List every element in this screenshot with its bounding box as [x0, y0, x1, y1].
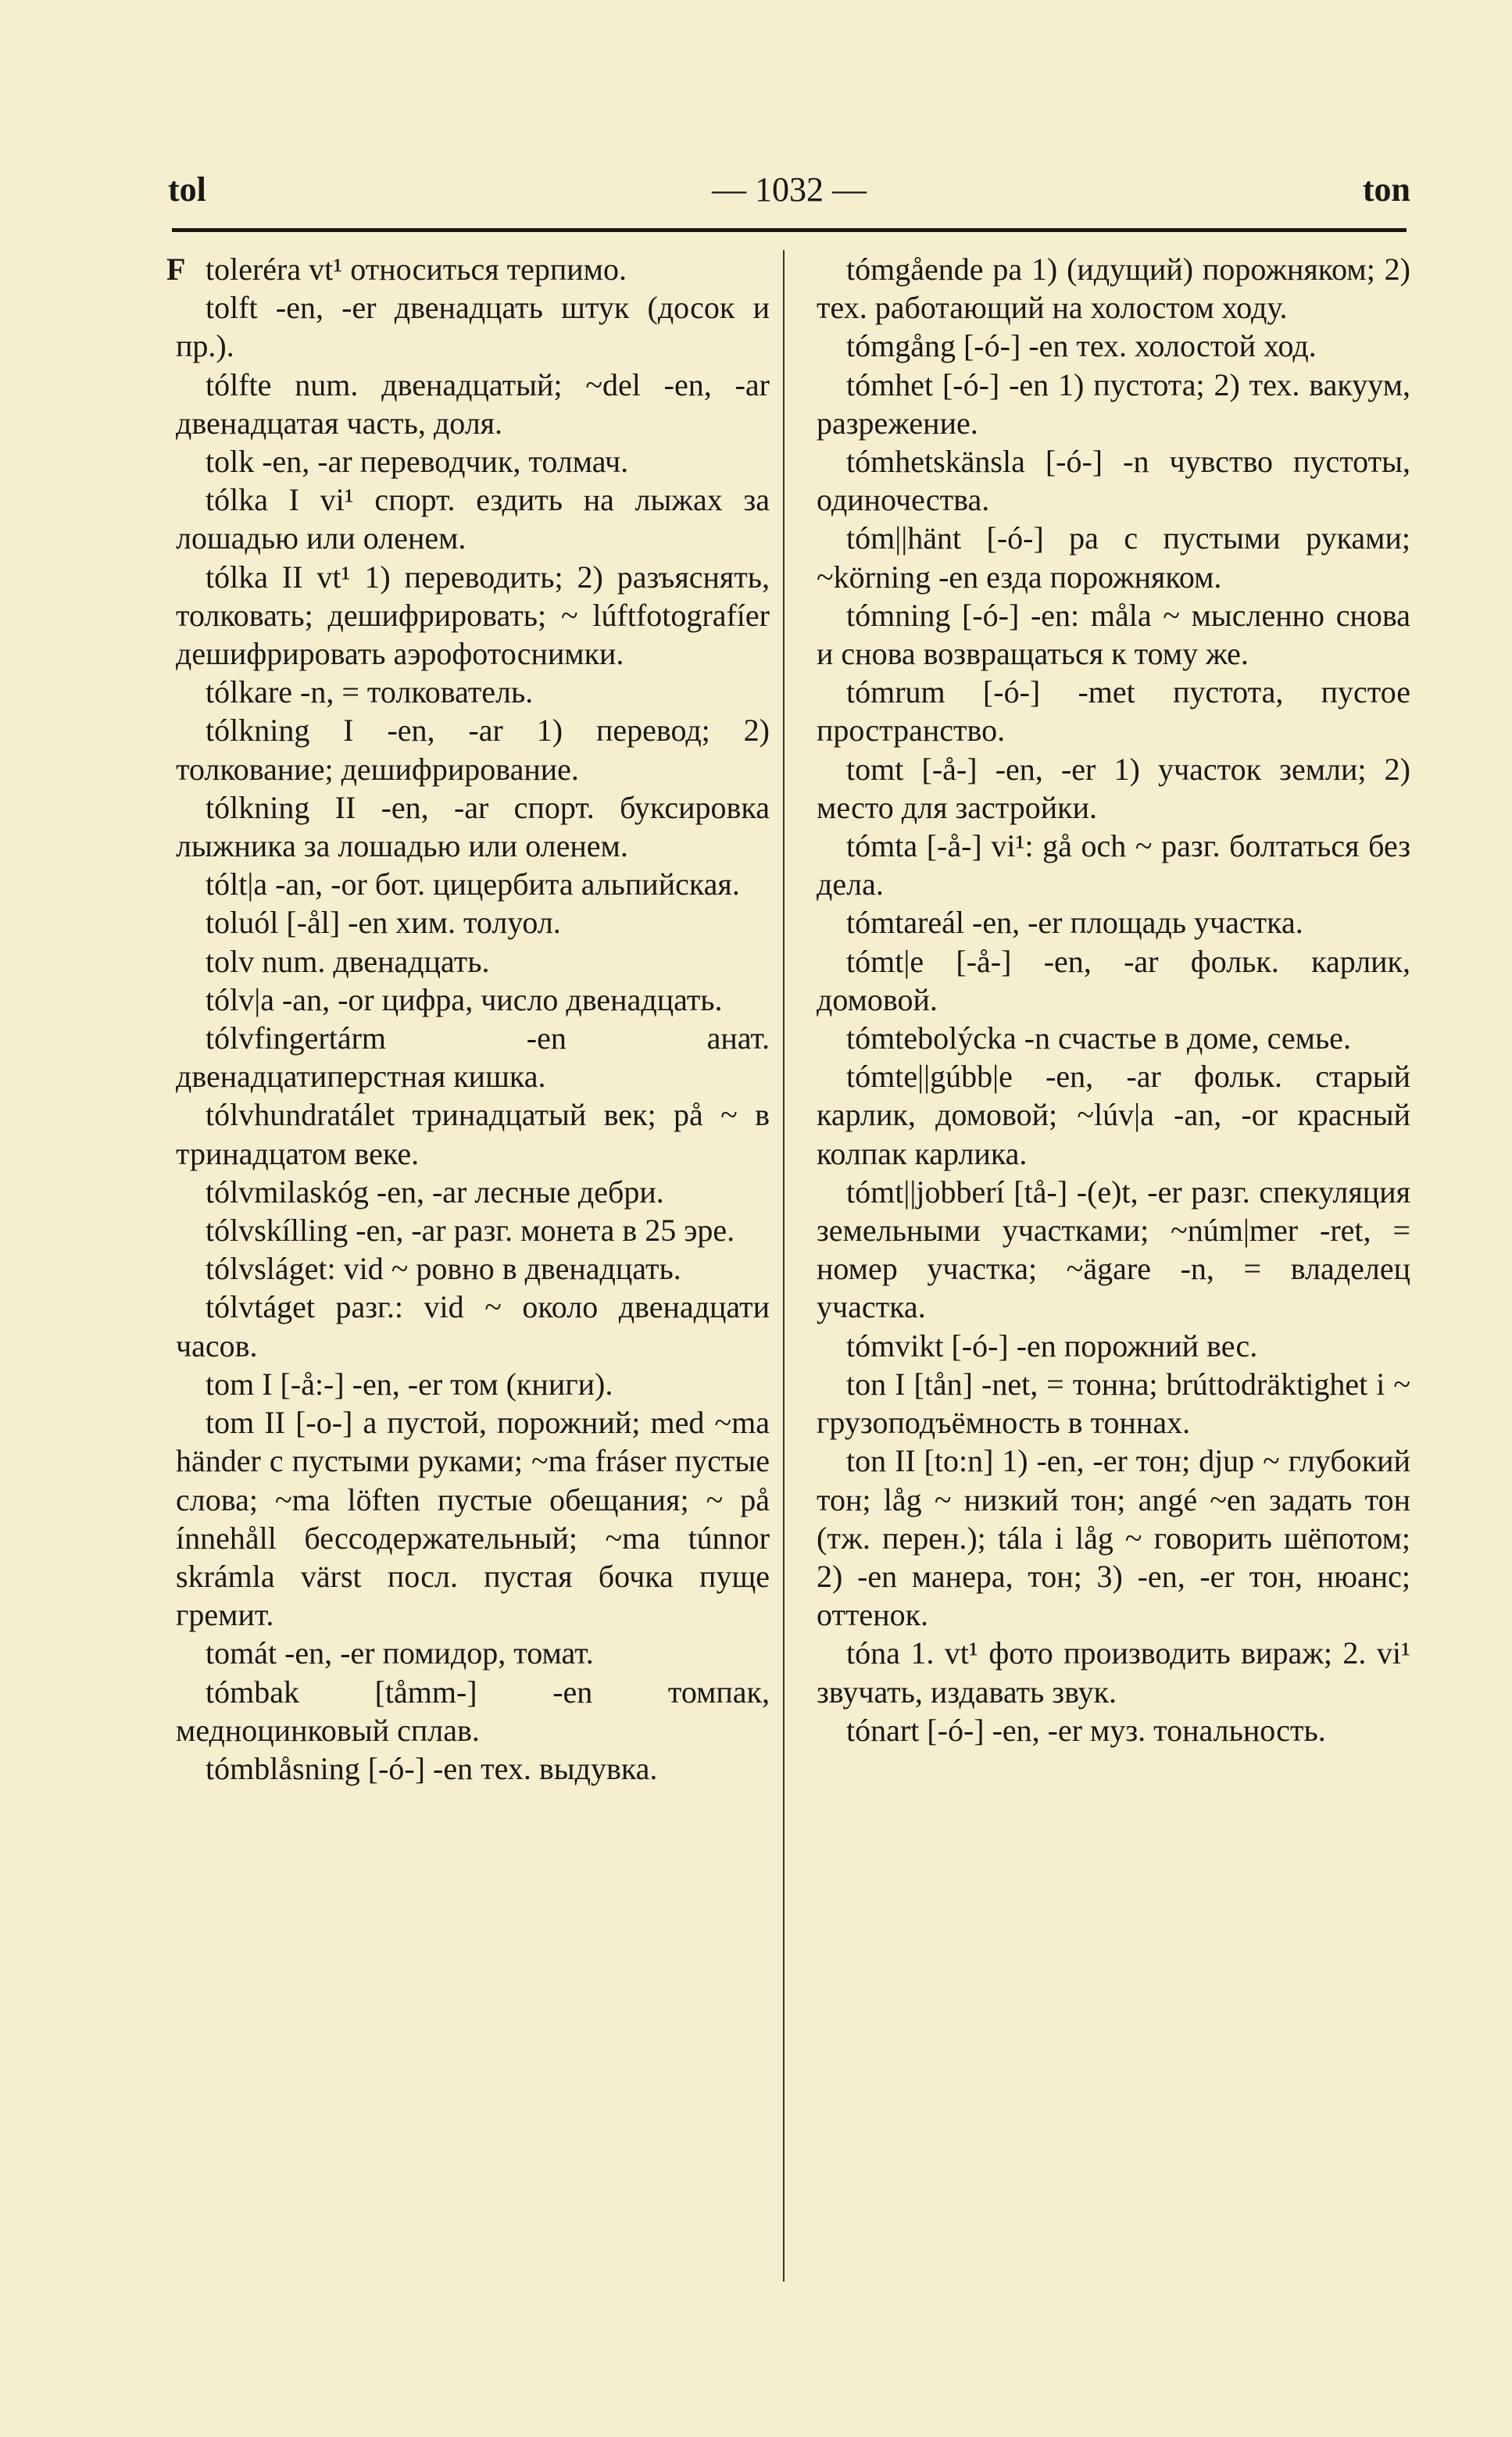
dictionary-entry: tom I [-å:-] -en, -er том (книги). — [206, 1366, 613, 1402]
running-head — [168, 163, 1410, 217]
dictionary-entry: tólfte num. двенадцатый; ~del -en, -ar двенадцатая часть, доля. — [176, 366, 770, 441]
dictionary-entry: tómta [-å-] vi¹: gå och ~ разг. болтаться без дела. — [817, 828, 1410, 902]
dictionary-entry: tólka I vi¹ спорт. ездить на лыжах за лошадью или оленем. — [176, 482, 770, 556]
dictionary-entry: tólvtáget разг.: vid ~ около двенадцати часов. — [176, 1289, 770, 1363]
dictionary-entry: tómt||jobberí [tå-] -(e)t, -er разг. спекуляция земельными участками; ~núm|mer -ret, = номер участка; ~ägare -n, = владелец участка. — [817, 1174, 1410, 1325]
dictionary-entry: tómtebolýcka -n счастье в доме, семье. — [846, 1020, 1351, 1056]
dictionary-entry: tolk -en, -ar переводчик, толмач. — [206, 444, 629, 480]
dictionary-entry: tómte||gúbb|e -en, -ar фольк. старый карлик, домовой; ~lúv|a -an, -or красный колпак карлика. — [817, 1059, 1410, 1171]
dictionary-entry: tólv|a -an, -or цифра, число двенадцать. — [206, 981, 723, 1017]
dictionary-entry: tólvsláget: vid ~ ровно в двенадцать. — [206, 1251, 681, 1287]
right-guide-word: ton — [1362, 170, 1410, 209]
dictionary-entry: tómbak [tåmm-] -en томпак, медноцинковый сплав. — [176, 1674, 770, 1748]
dictionary-entry: tólkning I -en, -ar 1) перевод; 2) толкование; дешифрирование. — [176, 713, 770, 787]
dictionary-entry: tónart [-ó-] -en, -er муз. тональность. — [846, 1712, 1326, 1748]
dictionary-entry: tómgång [-ó-] -en тех. холостой ход. — [846, 328, 1317, 364]
dictionary-entry: tómning [-ó-] -en: måla ~ мысленно снова и снова возвращаться к тому же. — [817, 597, 1410, 672]
dictionary-entry: tómvikt [-ó-] -en порожний вес. — [846, 1327, 1258, 1363]
dictionary-entry: tomt [-å-] -en, -er 1) участок земли; 2) место для застройки. — [817, 751, 1410, 825]
dictionary-entry: tolv num. двенадцать. — [206, 943, 490, 979]
dictionary-entry: tolft -en, -er двенадцать штук (досок и пр.). — [176, 290, 770, 364]
left-column — [166, 250, 770, 1788]
dictionary-entry: tómrum [-ó-] -met пустота, пустое пространство. — [817, 674, 1410, 749]
dictionary-entry: tómtareál -en, -er площадь участка. — [846, 905, 1303, 941]
right-column — [817, 250, 1410, 1749]
dictionary-entry: tólvhundratálet тринадцатый век; på ~ в тринадцатом веке. — [176, 1097, 770, 1171]
dictionary-entry: tom II [-o-] a пустой, порожний; med ~ma händer с пустыми руками; ~ma fráser пустые слова; ~ma löften пустые обещания; ~ på ínnehåll бессодержательный; ~ma túnnor skrámla värst посл. пустая бочка пуще гремит. — [176, 1405, 770, 1633]
dictionary-entry: tómhet [-ó-] -en 1) пустота; 2) тех. вакуум, разрежение. — [817, 366, 1410, 441]
dictionary-entry: tomát -en, -er помидор, томат. — [206, 1635, 594, 1671]
dictionary-entry: toleréra vt¹ относиться терпимо. — [206, 252, 627, 287]
dictionary-entry: ton II [to:n] 1) -en, -er тон; djup ~ глубокий тон; låg ~ низкий тон; angé ~en задать тон (тж. перен.); tála i låg ~ говорить шёпотом; 2) -en манера, тон; 3) -en, -er тон, нюанс; оттенок. — [817, 1443, 1410, 1633]
left-guide-word: tol — [168, 170, 206, 209]
dictionary-entry: tómt|e [-å-] -en, -ar фольк. карлик, домовой. — [817, 943, 1410, 1017]
margin-mark: F — [166, 252, 186, 287]
page-number: — 1032 — — [712, 170, 867, 209]
dictionary-entry: tóna 1. vt¹ фото производить вираж; 2. vi¹ звучать, издавать звук. — [817, 1635, 1410, 1710]
header-rule — [172, 228, 1407, 232]
dictionary-entry: ton I [tån] -net, = тонна; brúttodräktighet i ~ грузоподъёмность в тоннах. — [817, 1366, 1410, 1441]
dictionary-entry: tólvskílling -en, -ar разг. монета в 25 эре. — [206, 1213, 735, 1249]
dictionary-entry: tólkare -n, = толкователь. — [206, 674, 534, 710]
dictionary-entry: tólka II vt¹ 1) переводить; 2) разъяснять, толковать; дешифрировать; ~ lúftfotografíer дешифрировать аэрофотоснимки. — [176, 559, 770, 672]
dictionary-entry: tólvmilaskóg -en, -ar лесные дебри. — [206, 1174, 664, 1210]
column-divider — [783, 250, 785, 2282]
dictionary-entry: tólkning II -en, -ar спорт. буксировка лыжника за лошадью или оленем. — [176, 789, 770, 864]
dictionary-entry: tólt|a -an, -or бот. цицербита альпийская. — [206, 867, 740, 902]
dictionary-entry: tólvfingertárm -en анат. двенадцатиперстная кишка. — [176, 1020, 770, 1095]
dictionary-entry: tómgående pa 1) (идущий) порожняком; 2) тех. работающий на холостом ходу. — [817, 252, 1410, 326]
dictionary-entry: toluól [-ål] -en хим. толуол. — [206, 905, 561, 941]
dictionary-entry: tómblåsning [-ó-] -en тех. выдувка. — [206, 1750, 658, 1786]
dictionary-entry: tóm||hänt [-ó-] pa с пустыми руками; ~körning -en езда порожняком. — [817, 520, 1410, 595]
dictionary-entry: tómhetskänsla [-ó-] -n чувство пустоты, одиночества. — [817, 444, 1410, 518]
